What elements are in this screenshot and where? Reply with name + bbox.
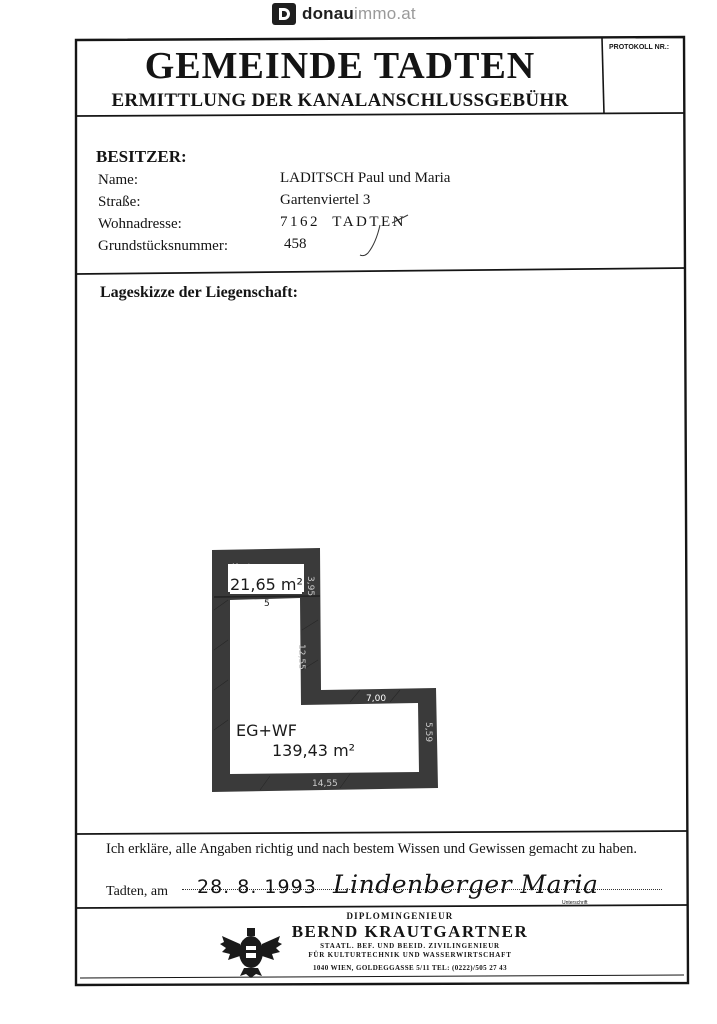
- municipality-title: GEMEINDE TADTEN: [144, 45, 536, 87]
- top-room-label: Kosterraum: [232, 563, 284, 573]
- owner-heading: BESITZER:: [96, 147, 187, 166]
- name-label: Name:: [98, 172, 138, 188]
- dim-bottom: 14,55: [312, 779, 338, 789]
- stamp-address: 1040 WIEN, GOLDEGGASSE 5/11 TEL: (0222)/505 27 43: [313, 964, 507, 972]
- home-address-value: 7162 TADTEN: [280, 214, 407, 230]
- form-subtitle: ERMITTLUNG DER KANALANSCHLUSSGEBÜHR: [111, 90, 569, 111]
- dim-right: 5,59: [423, 722, 433, 743]
- dim-vertical: 12,55: [296, 644, 306, 670]
- site-sketch-heading: Lageskizze der Liegenschaft:: [100, 284, 298, 301]
- floor-plan-sketch: [200, 540, 450, 800]
- top-room-area: 21,65 m²: [230, 575, 303, 594]
- stamp-line-1: STAATL. BEF. UND BEEID. ZIVILINGENIEUR: [320, 942, 500, 950]
- ground-floor-area: 139,43 m²: [272, 741, 356, 760]
- dim-top-right: 3,95: [305, 576, 315, 597]
- brand-name-bold: donau: [302, 4, 354, 23]
- protocol-number-label: PROTOKOLL NR.:: [609, 44, 670, 51]
- dim-top-bottom: 7,00: [366, 694, 387, 704]
- stamp-qualification: [260, 942, 560, 960]
- street-value: Gartenviertel 3: [280, 192, 371, 208]
- home-address-label: Wohnadresse:: [98, 216, 182, 232]
- stamp-line-2: FÜR KULTURTECHNIK UND WASSERWIRTSCHAFT: [308, 951, 512, 959]
- parcel-number-label: Grundstücksnummer:: [98, 238, 228, 254]
- declaration-text: Ich erkläre, alle Angaben richtig und nach bestem Wissen und Gewissen gemacht zu haben.: [106, 841, 638, 857]
- stamp-title: DIPLOMINGENIEUR: [346, 911, 454, 921]
- handwritten-signature: Lindenberger Maria: [333, 870, 599, 899]
- dim-mid-left: 5: [264, 599, 270, 609]
- parcel-number-value: 458: [284, 236, 307, 252]
- place-date-label: Tadten, am: [106, 884, 168, 899]
- ground-floor-label: EG+WF: [236, 721, 297, 740]
- declaration-date: 28. 8. 1993: [197, 876, 317, 898]
- street-label: Straße:: [98, 194, 141, 210]
- pen-mark: [340, 205, 430, 265]
- signature-label: Unterschrift: [562, 900, 588, 906]
- name-value: LADITSCH Paul und Maria: [280, 170, 451, 186]
- brand-name-light: immo.at: [354, 4, 416, 23]
- stamp-engineer-name: BERND KRAUTGARTNER: [291, 922, 529, 941]
